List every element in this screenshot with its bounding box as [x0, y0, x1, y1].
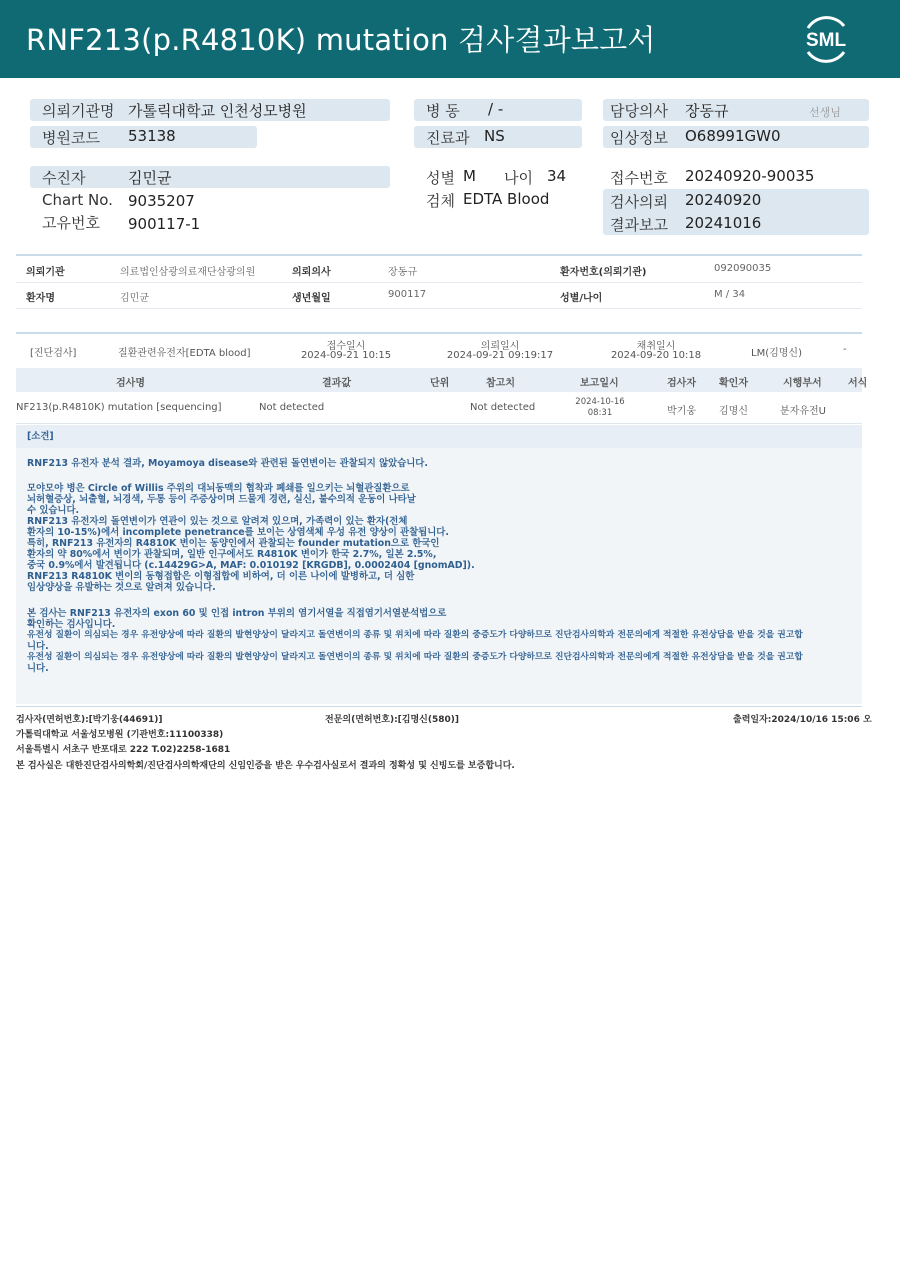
- footer-address: 서울특별시 서초구 반포대로 222 T.02)2258-1681: [16, 745, 231, 755]
- comment-line: 니다.: [27, 663, 49, 674]
- request-label: 검사의뢰: [610, 193, 668, 211]
- summary-doctor: 장동규: [388, 267, 417, 278]
- footer-org: 가톨릭대학교 서울성모병원 (기관번호:11100338): [16, 730, 224, 740]
- row-dept: 분자유전U: [780, 406, 826, 417]
- receipt-value: 20240920-90035: [685, 167, 815, 185]
- row-report-date: 2024-10-16: [575, 397, 625, 407]
- col-test-name: 검사명: [116, 378, 145, 389]
- id-value: 900117-1: [128, 215, 201, 233]
- patient-value: 김민균: [128, 169, 172, 187]
- doctor-suffix: 선생님: [809, 106, 841, 119]
- logo-text: SML: [805, 30, 847, 51]
- col-confirmer: 확인자: [719, 378, 748, 389]
- patient-summary-table: [16, 254, 862, 310]
- comment-line: 뇌허혈증상, 뇌출혈, 뇌경색, 두통 등이 주증상이며 드물게 경련, 실신, 불수의적 운동이 나타날: [27, 494, 416, 505]
- col-ref: 참고치: [486, 378, 515, 389]
- clinical-value: O68991GW0: [685, 127, 781, 145]
- summary-dob-header: 생년월일: [292, 293, 331, 304]
- test-category: [진단검사]: [30, 348, 77, 359]
- comment-line: 본 검사는 RNF213 유전자의 exon 60 및 인접 intron 부위의 염기서열을 직접염기서열분석법으로: [27, 608, 447, 619]
- age-label: 나이: [504, 169, 533, 187]
- id-label: 고유번호: [42, 214, 100, 232]
- test-collect: 2024-09-20 10:18: [610, 350, 702, 361]
- comment-line: 확인하는 검사입니다.: [27, 619, 116, 630]
- test-collect-header: 채취일시: [636, 341, 676, 352]
- comment-line: 니다.: [27, 641, 49, 652]
- footer-cert: 본 검사실은 대한진단검사의학회/진단검사의학재단의 신임인증을 받은 우수검사실로서 결과의 정확성 및 신빙도를 보증합니다.: [16, 761, 515, 771]
- summary-doctor-header: 의뢰의사: [292, 267, 331, 278]
- age-value: 34: [547, 167, 567, 185]
- comment-header: [16, 425, 862, 448]
- test-dash: -: [843, 344, 847, 355]
- row-result: Not detected: [259, 402, 325, 413]
- col-report-date: 보고일시: [580, 378, 619, 389]
- patient-label: 수진자: [42, 169, 86, 187]
- col-form: 서식: [848, 378, 868, 389]
- institution-label: 의뢰기관명: [42, 102, 115, 120]
- receipt-label: 접수번호: [610, 169, 668, 187]
- dept-value: NS: [484, 127, 505, 145]
- test-group: 질환관련유전자[EDTA blood]: [118, 348, 251, 359]
- comment-line: 수 있습니다.: [27, 505, 80, 516]
- row-report-time: 08:31: [587, 408, 613, 418]
- summary-inst: 의료법인삼광의료재단삼광의원: [120, 267, 256, 278]
- summary-dob: 900117: [388, 289, 427, 300]
- comment-line: RNF213 R4810K 변이의 동형접합은 이형접합에 비하여, 더 이른 나이에 발병하고, 더 심한: [27, 571, 415, 582]
- col-result: 결과값: [322, 378, 351, 389]
- summary-sexage: M / 34: [714, 289, 746, 300]
- summary-sexage-header: 성별/나이: [560, 293, 603, 304]
- sml-logo: [798, 12, 854, 66]
- ward-value: / -: [488, 100, 504, 118]
- comment-line: 모야모야 병은 Circle of Willis 주위의 대뇌동맥의 협착과 폐쇄를 일으키는 뇌혈관질환으로: [27, 483, 410, 494]
- footer-printed: 출력일자:2024/10/16 15:06 오: [733, 715, 872, 725]
- col-unit: 단위: [430, 378, 450, 389]
- summary-inst-header: 의뢰기관: [26, 267, 65, 278]
- comment-line: 임상양상을 유발하는 것으로 알려져 있습니다.: [27, 582, 216, 593]
- footer-specialist: 전문의(면허번호):[김명신(580)]: [325, 715, 460, 725]
- footer-divider: [16, 706, 862, 707]
- comment-line: 특히, RNF213 유전자의 R4810K 변이는 동양인에서 관찰되는 founder mutation으로 한국인: [27, 538, 440, 549]
- doctor-value: 장동규: [685, 102, 729, 120]
- comment-line: 환자의 10-15%)에서 incomplete penetrance를 보이는 상염색체 우성 유전 양상이 관찰됩니다.: [27, 527, 449, 538]
- test-lm: LM(김명신): [751, 348, 802, 359]
- dept-label: 진료과: [426, 129, 470, 147]
- report-value: 20241016: [685, 214, 762, 232]
- comment-line: 유전성 질환이 의심되는 경우 유전양상에 따라 질환의 발현양상이 달라지고 돌연변이의 종류 및 위치에 따라 질환의 중증도가 다양하므로 진단검사의학과 전문의에게 적절한 유전상담을 받을 것을 권고합: [27, 630, 803, 640]
- comment-line: 유전성 질환이 의심되는 경우 유전양상에 따라 질환의 발현양상이 달라지고 돌연변이의 종류 및 위치에 따라 질환의 중증도가 다양하므로 진단검사의학과 전문의에게 적절한 유전상담을 받을 것을 권고합: [27, 652, 803, 662]
- row-tester: 박기웅: [667, 406, 696, 417]
- chart-label: Chart No.: [42, 191, 113, 209]
- row-confirmer: 김명신: [719, 406, 748, 417]
- test-info-divider: [16, 332, 862, 334]
- summary-name: 김민균: [120, 293, 149, 304]
- hospital-code-label: 병원코드: [42, 129, 100, 147]
- summary-name-header: 환자명: [26, 293, 55, 304]
- report-title: RNF213(p.R4810K) mutation 검사결과보고서: [26, 23, 656, 57]
- summary-pid: 092090035: [714, 263, 772, 274]
- test-request: 2024-09-21 09:19:17: [446, 350, 554, 361]
- hospital-code-value: 53138: [128, 127, 176, 145]
- sex-value: M: [463, 167, 476, 185]
- chart-value: 9035207: [128, 192, 195, 210]
- specimen-label: 검체: [426, 192, 455, 210]
- specimen-value: EDTA Blood: [463, 190, 550, 208]
- sex-label: 성별: [426, 169, 455, 187]
- request-value: 20240920: [685, 191, 762, 209]
- ward-label: 병 동: [426, 102, 460, 120]
- comment-line: RNF213 유전자의 돌연변이가 연관이 있는 것으로 알려져 있으며, 가족력이 있는 환자(전체: [27, 516, 408, 527]
- summary-pid-header: 환자번호(의뢰기관): [560, 267, 647, 278]
- summary-row: [16, 257, 862, 283]
- test-receipt: 2024-09-21 10:15: [300, 350, 392, 361]
- summary-row: [16, 283, 862, 309]
- test-request-header: 의뢰일시: [480, 341, 520, 352]
- institution-value: 가톨릭대학교 인천성모병원: [128, 102, 307, 120]
- doctor-label: 담당의사: [610, 102, 668, 120]
- comment-line: 중국 0.9%에서 발견됩니다 (c.14429G>A, MAF: 0.010192 [KRGDB], 0.0002404 [gnomAD]).: [27, 560, 475, 571]
- row-ref: Not detected: [470, 402, 536, 413]
- report-header: [0, 0, 900, 78]
- row-test-name: NF213(p.R4810K) mutation [sequencing]: [16, 402, 222, 413]
- col-dept: 시행부서: [783, 378, 822, 389]
- footer-tester: 검사자(면허번호):[박기웅(44691)]: [16, 715, 163, 725]
- report-label: 결과보고: [610, 216, 668, 234]
- comment-title: [소견]: [27, 431, 54, 442]
- col-tester: 검사자: [667, 378, 696, 389]
- clinical-label: 임상정보: [610, 129, 668, 147]
- comment-line: RNF213 유전자 분석 결과, Moyamoya disease와 관련된 돌연변이는 관찰되지 않았습니다.: [27, 458, 428, 469]
- test-receipt-header: 접수일시: [326, 341, 366, 352]
- comment-line: 환자의 약 80%에서 변이가 관찰되며, 일반 인구에서도 R4810K 변이가 한국 2.7%, 일본 2.5%,: [27, 549, 437, 560]
